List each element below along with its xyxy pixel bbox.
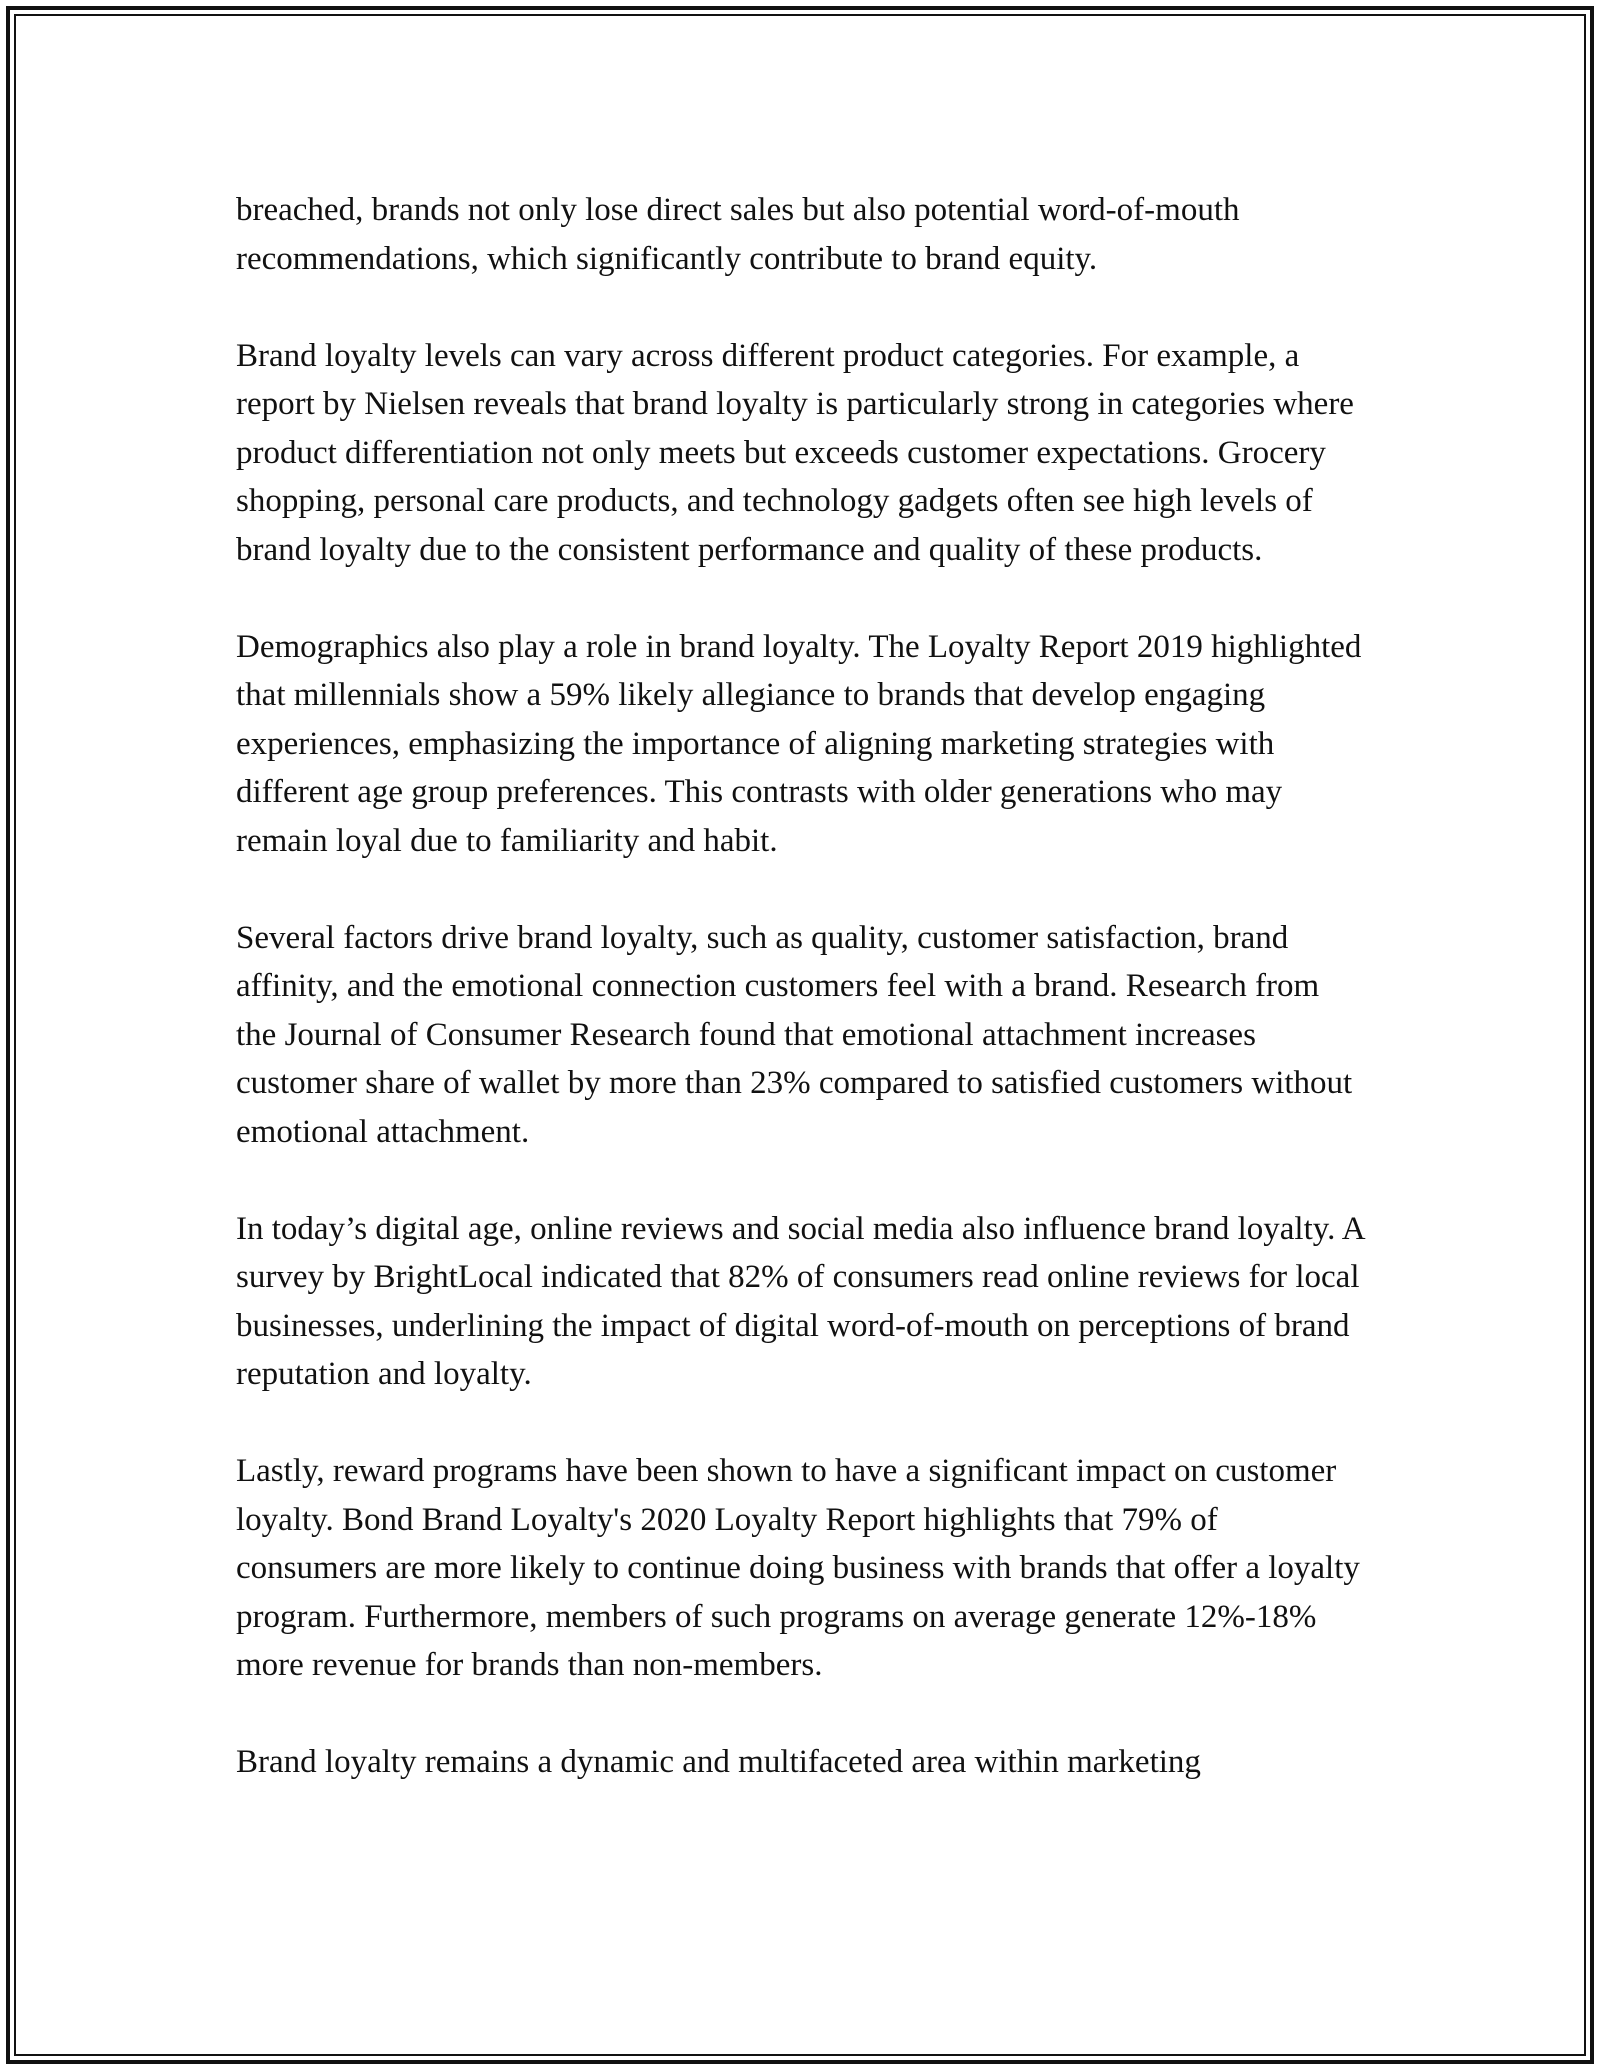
- paragraph-conclusion: Brand loyalty remains a dynamic and multifaceted area within marketing: [236, 1744, 1201, 1780]
- paragraph-demographics: Demographics also play a role in brand loyalty. The Loyalty Report 2019 highlighted that millennials show a 59% likely allegiance to brands that develop engaging experiences, emphasizing the importance of aligning marketing strategies with different age group preferences. This contrasts with older generations who may remain loyal due to familiarity and habit.: [236, 628, 1362, 859]
- paragraph-digital-age: In today’s digital age, online reviews and social media also influence brand loyalty. A survey by BrightLocal indicated that 82% of consumers read online reviews for local businesses, underlining the impact of digital word-of-mouth on perceptions of brand reputation and loyalty.: [236, 1210, 1364, 1392]
- paragraph-brand-equity: breached, brands not only lose direct sales but also potential word-of-mouth recommendations, which significantly contribute to brand equity.: [236, 192, 1240, 277]
- paragraph-loyalty-factors: Several factors drive brand loyalty, such as quality, customer satisfaction, brand affinity, and the emotional connection customers feel with a brand. Research from the Journal of Consumer Research found that emotional attachment increases customer share of wallet by more than 23% compared to satisfied customers without emotional attachment.: [236, 919, 1353, 1150]
- document-body: [236, 186, 1366, 1787]
- paragraph-reward-programs: Lastly, reward programs have been shown to have a significant impact on customer loyalty. Bond Brand Loyalty's 2020 Loyalty Report highlights that 79% of consumers are more likely to continue doing business with brands that offer a loyalty program. Furthermore, members of such programs on average generate 12%-18% more revenue for brands than non-members.: [236, 1453, 1360, 1683]
- paragraph-product-categories: Brand loyalty levels can vary across different product categories. For example, a report by Nielsen reveals that brand loyalty is particularly strong in categories where product differentiation not only meets but exceeds customer expectations. Grocery shopping, personal care products, and technology gadgets often see high levels of brand loyalty due to the consistent performance and quality of these products.: [236, 337, 1354, 568]
